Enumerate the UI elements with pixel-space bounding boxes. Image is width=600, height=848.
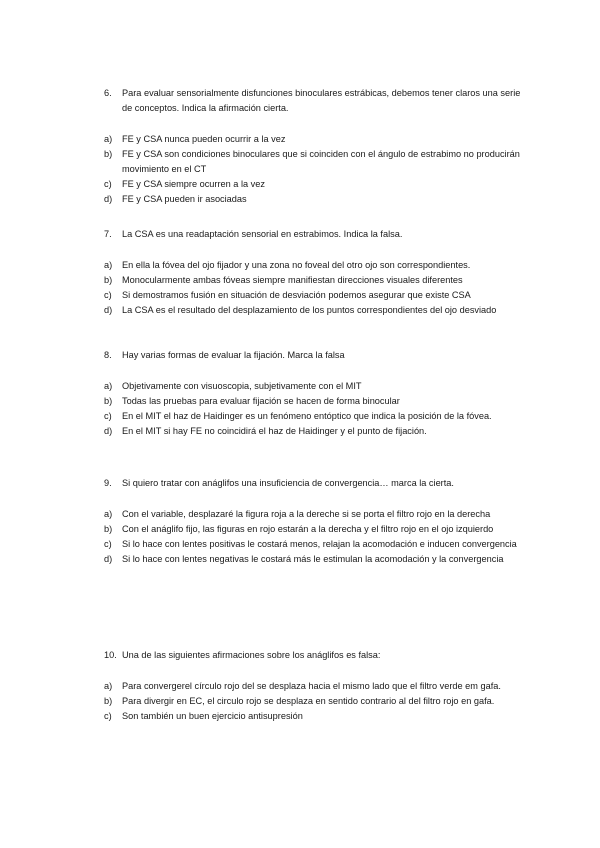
option [104,552,524,567]
option-letter: d) [104,554,113,564]
option-letter: d) [104,426,113,436]
option [104,132,524,147]
question-number: 9. [104,478,112,488]
option-text: En ella la fóvea del ojo fijador y una zona no foveal del otro ojo son correspondientes. [122,260,471,270]
options-list [104,507,524,567]
option-text: Si lo hace con lentes positivas le costará menos, relajan la acomodación e inducen convergencia [122,539,517,549]
option-text: En el MIT el haz de Haidinger es un fenómeno entóptico que indica la posición de la fóvea. [122,411,492,421]
option [104,679,524,694]
option-letter: b) [104,396,113,406]
option-letter: b) [104,524,113,534]
question-text: La CSA es una readaptación sensorial en estrabimos. Indica la falsa. [122,229,403,239]
question-number: 8. [104,350,112,360]
question-text: Si quiero tratar con anáglifos una insuficiencia de convergencia… marca la cierta. [122,478,454,488]
option-text: Monocularmente ambas fóveas siempre manifiestan direcciones visuales diferentes [122,275,463,285]
option-letter: d) [104,305,113,315]
question-7 [104,227,524,318]
option-letter: c) [104,539,112,549]
option-text: Objetivamente con visuoscopia, subjetivamente con el MIT [122,381,362,391]
option [104,694,524,709]
option [104,537,524,552]
question-6 [104,86,524,207]
option-letter: a) [104,681,113,691]
question-10 [104,648,524,724]
question-number: 7. [104,229,112,239]
option-letter: a) [104,134,113,144]
option-text: FE y CSA nunca pueden ocurrir a la vez [122,134,286,144]
option-text: Si demostramos fusión en situación de desviación podemos asegurar que existe CSA [122,290,471,300]
option-letter: d) [104,194,113,204]
question-text: Una de las siguientes afirmaciones sobre los anáglifos es falsa: [122,650,381,660]
option [104,379,524,394]
option-text: Son también un buen ejercicio antisupresión [122,711,303,721]
options-list [104,379,524,439]
question-text: Para evaluar sensorialmente disfunciones binoculares estrábicas, debemos tener claros una serie de conceptos. Indica la afirmación cierta. [122,88,521,113]
option-text: Todas las pruebas para evaluar fijación se hacen de forma binocular [122,396,400,406]
option-letter: b) [104,275,113,285]
option-letter: c) [104,711,112,721]
question-9 [104,476,524,567]
option [104,424,524,439]
option-text: La CSA es el resultado del desplazamiento de los puntos correspondientes del ojo desviado [122,305,497,315]
option [104,522,524,537]
question-number: 10. [104,650,117,660]
option-letter: b) [104,149,113,159]
option [104,394,524,409]
option [104,288,524,303]
option-text: Para convergerel círculo rojo del se desplaza hacia el mismo lado que el filtro verde em gafa. [122,681,501,691]
option-letter: a) [104,260,113,270]
option-letter: c) [104,290,112,300]
option-text: Con el anáglifo fijo, las figuras en rojo estarán a la derecha y el filtro rojo en el ojo izquierdo [122,524,494,534]
option-text: Con el variable, desplazaré la figura roja a la dereche si se porta el filtro rojo en la derecha [122,509,491,519]
options-list [104,258,524,318]
question-number: 6. [104,88,112,98]
option-text: En el MIT si hay FE no coincidirá el haz de Haidinger y el punto de fijación. [122,426,427,436]
options-list [104,132,524,207]
option-text: FE y CSA siempre ocurren a la vez [122,179,265,189]
option [104,147,524,177]
option-letter: c) [104,411,112,421]
option-letter: c) [104,179,112,189]
option-text: Para divergir en EC, el circulo rojo se desplaza en sentido contrario al del filtro rojo en gafa. [122,696,495,706]
option-letter: a) [104,381,113,391]
option [104,709,524,724]
option-text: FE y CSA pueden ir asociadas [122,194,247,204]
question-text: Hay varias formas de evaluar la fijación. Marca la falsa [122,350,345,360]
option [104,192,524,207]
option [104,273,524,288]
option [104,507,524,522]
option-text: FE y CSA son condiciones binoculares que si coinciden con el ángulo de estrabimo no producirán movimiento en el CT [122,149,520,174]
option-letter: a) [104,509,113,519]
option [104,177,524,192]
option [104,258,524,273]
option [104,409,524,424]
option [104,303,524,318]
option-text: Si lo hace con lentes negativas le costará más le estimulan la acomodación y la convergencia [122,554,504,564]
question-8 [104,348,524,439]
options-list [104,679,524,724]
option-letter: b) [104,696,113,706]
